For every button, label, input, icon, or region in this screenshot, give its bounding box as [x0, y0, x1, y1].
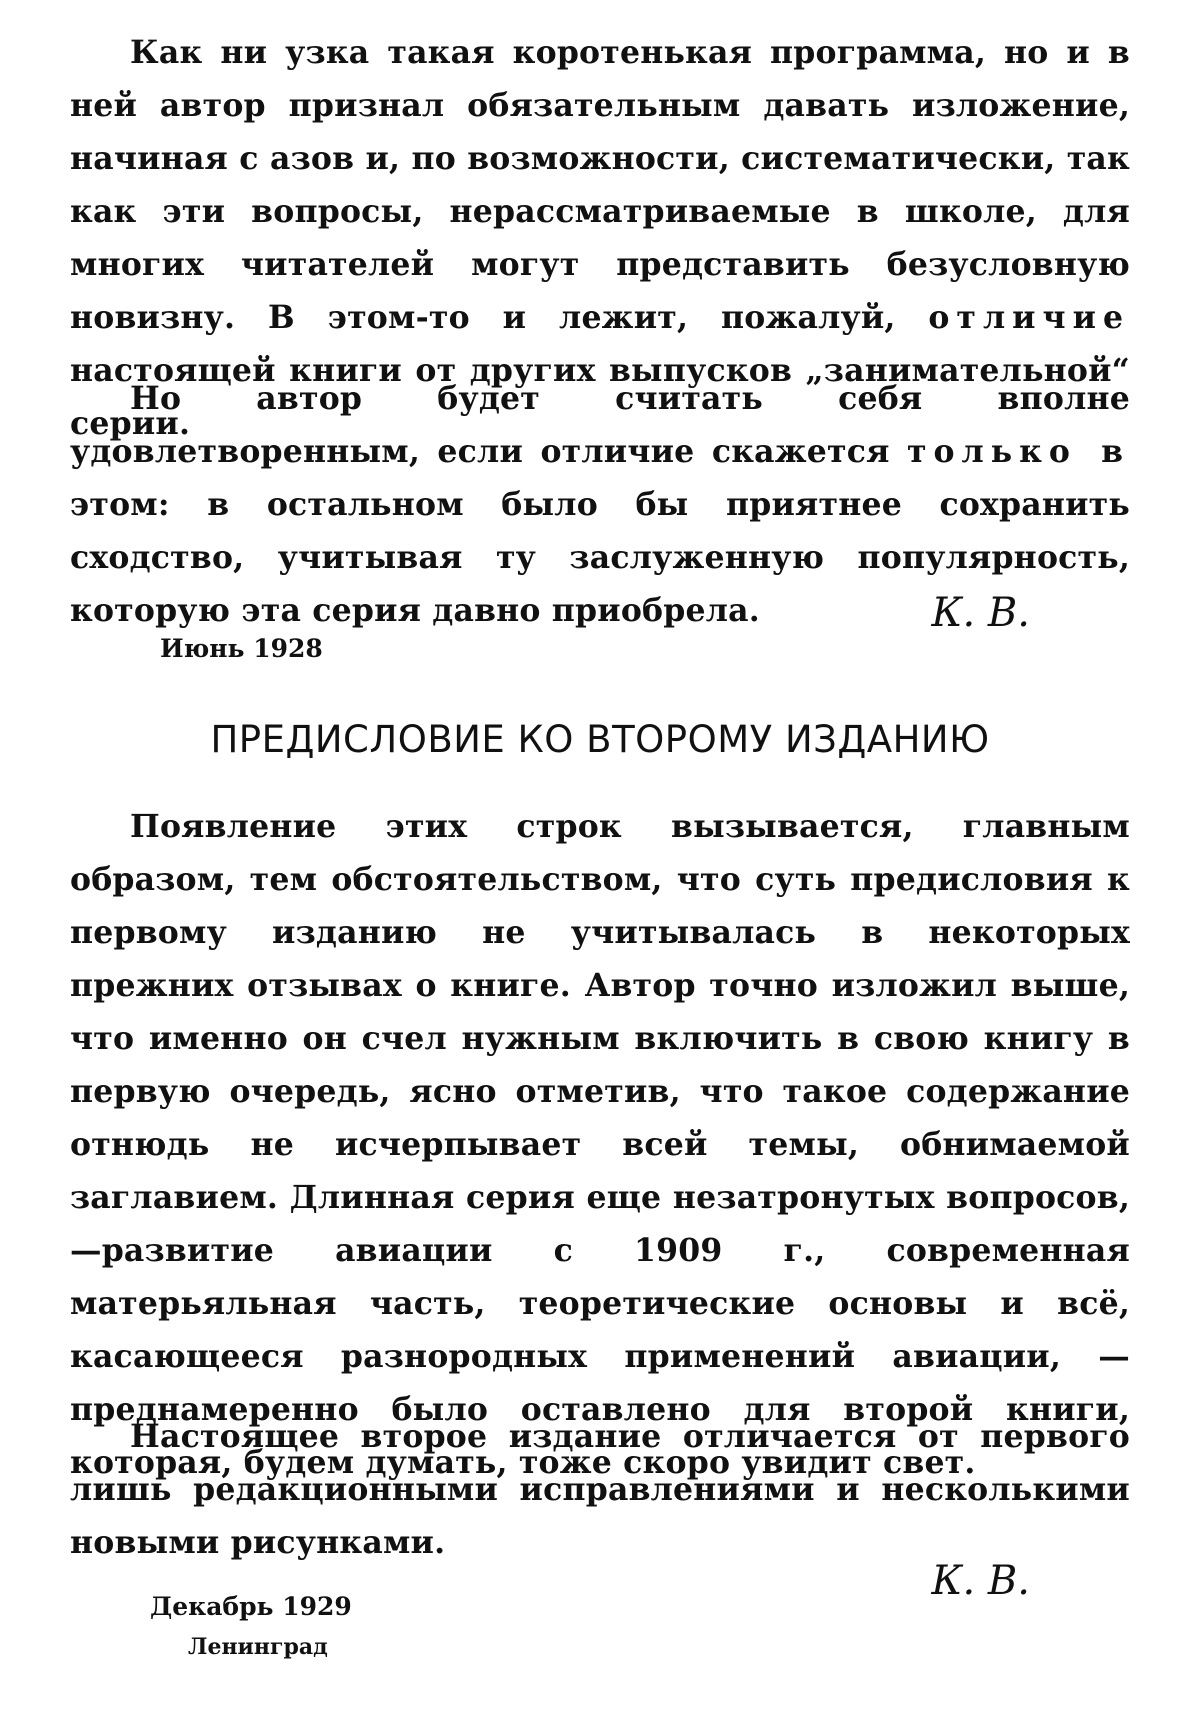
signature-first: К. В. [931, 590, 1030, 636]
second-preface-paragraph-2: Настоящее второе издание отличается от первого лишь редакционными исправлениями и несколькими новыми рисунками. [70, 1418, 1130, 1561]
preface-paragraph-2-text-a: Но автор будет считать себя вполне удовлетворенным, если отличие скажется [70, 380, 1130, 470]
preface-paragraph-2-text-b: этом: в остальном было бы приятнее сохранить сходство, учитывая ту заслуженную популярность, которую эта серия давно приобрела. [70, 486, 1130, 629]
preface-paragraph-1-text-b: настоящей книги от других выпусков „занимательной“ серии. [70, 352, 1130, 442]
place-second: Ленинград [188, 1634, 328, 1660]
emphasis-tolko: только в [907, 433, 1130, 470]
date-second: Декабрь 1929 [150, 1592, 352, 1621]
section-heading: ПРЕДИСЛОВИЕ КО ВТОРОМУ ИЗДАНИЮ [210, 718, 990, 761]
preface-paragraph-1-text-a: Как ни узка такая коротенькая программа, но и в ней автор признал обязательным давать изложение, начиная с азов и, по возможности, систематически, так как эти вопросы, нерассматриваемые в школе, для многих читателей могут представить безусловную новизну. В этом-то и лежит, пожалуй, [70, 34, 1130, 336]
second-preface-paragraph-1: Появление этих строк вызывается, главным образом, тем обстоятельством, что суть предисловия к первому изданию не учитывалась в некоторых прежних отзывах о книге. Автор точно изложил выше, что именно он счел нужным включить в свою книгу в первую очередь, ясно отметив, что такое содержание отнюдь не исчерпывает всей темы, обнимаемой заглавием. Длинная серия еще незатронутых вопросов,—развитие авиации с 1909 г., современная матерьяльная часть, теоретические основы и всё, касающееся разнородных применений авиации, — преднамеренно было оставлено для второй книги, которая, будем думать, тоже скоро увидит свет. [70, 808, 1130, 1481]
emphasis-otlichie: отличие [928, 299, 1130, 336]
signature-second: К. В. [931, 1558, 1030, 1604]
date-first: Июнь 1928 [160, 634, 323, 663]
